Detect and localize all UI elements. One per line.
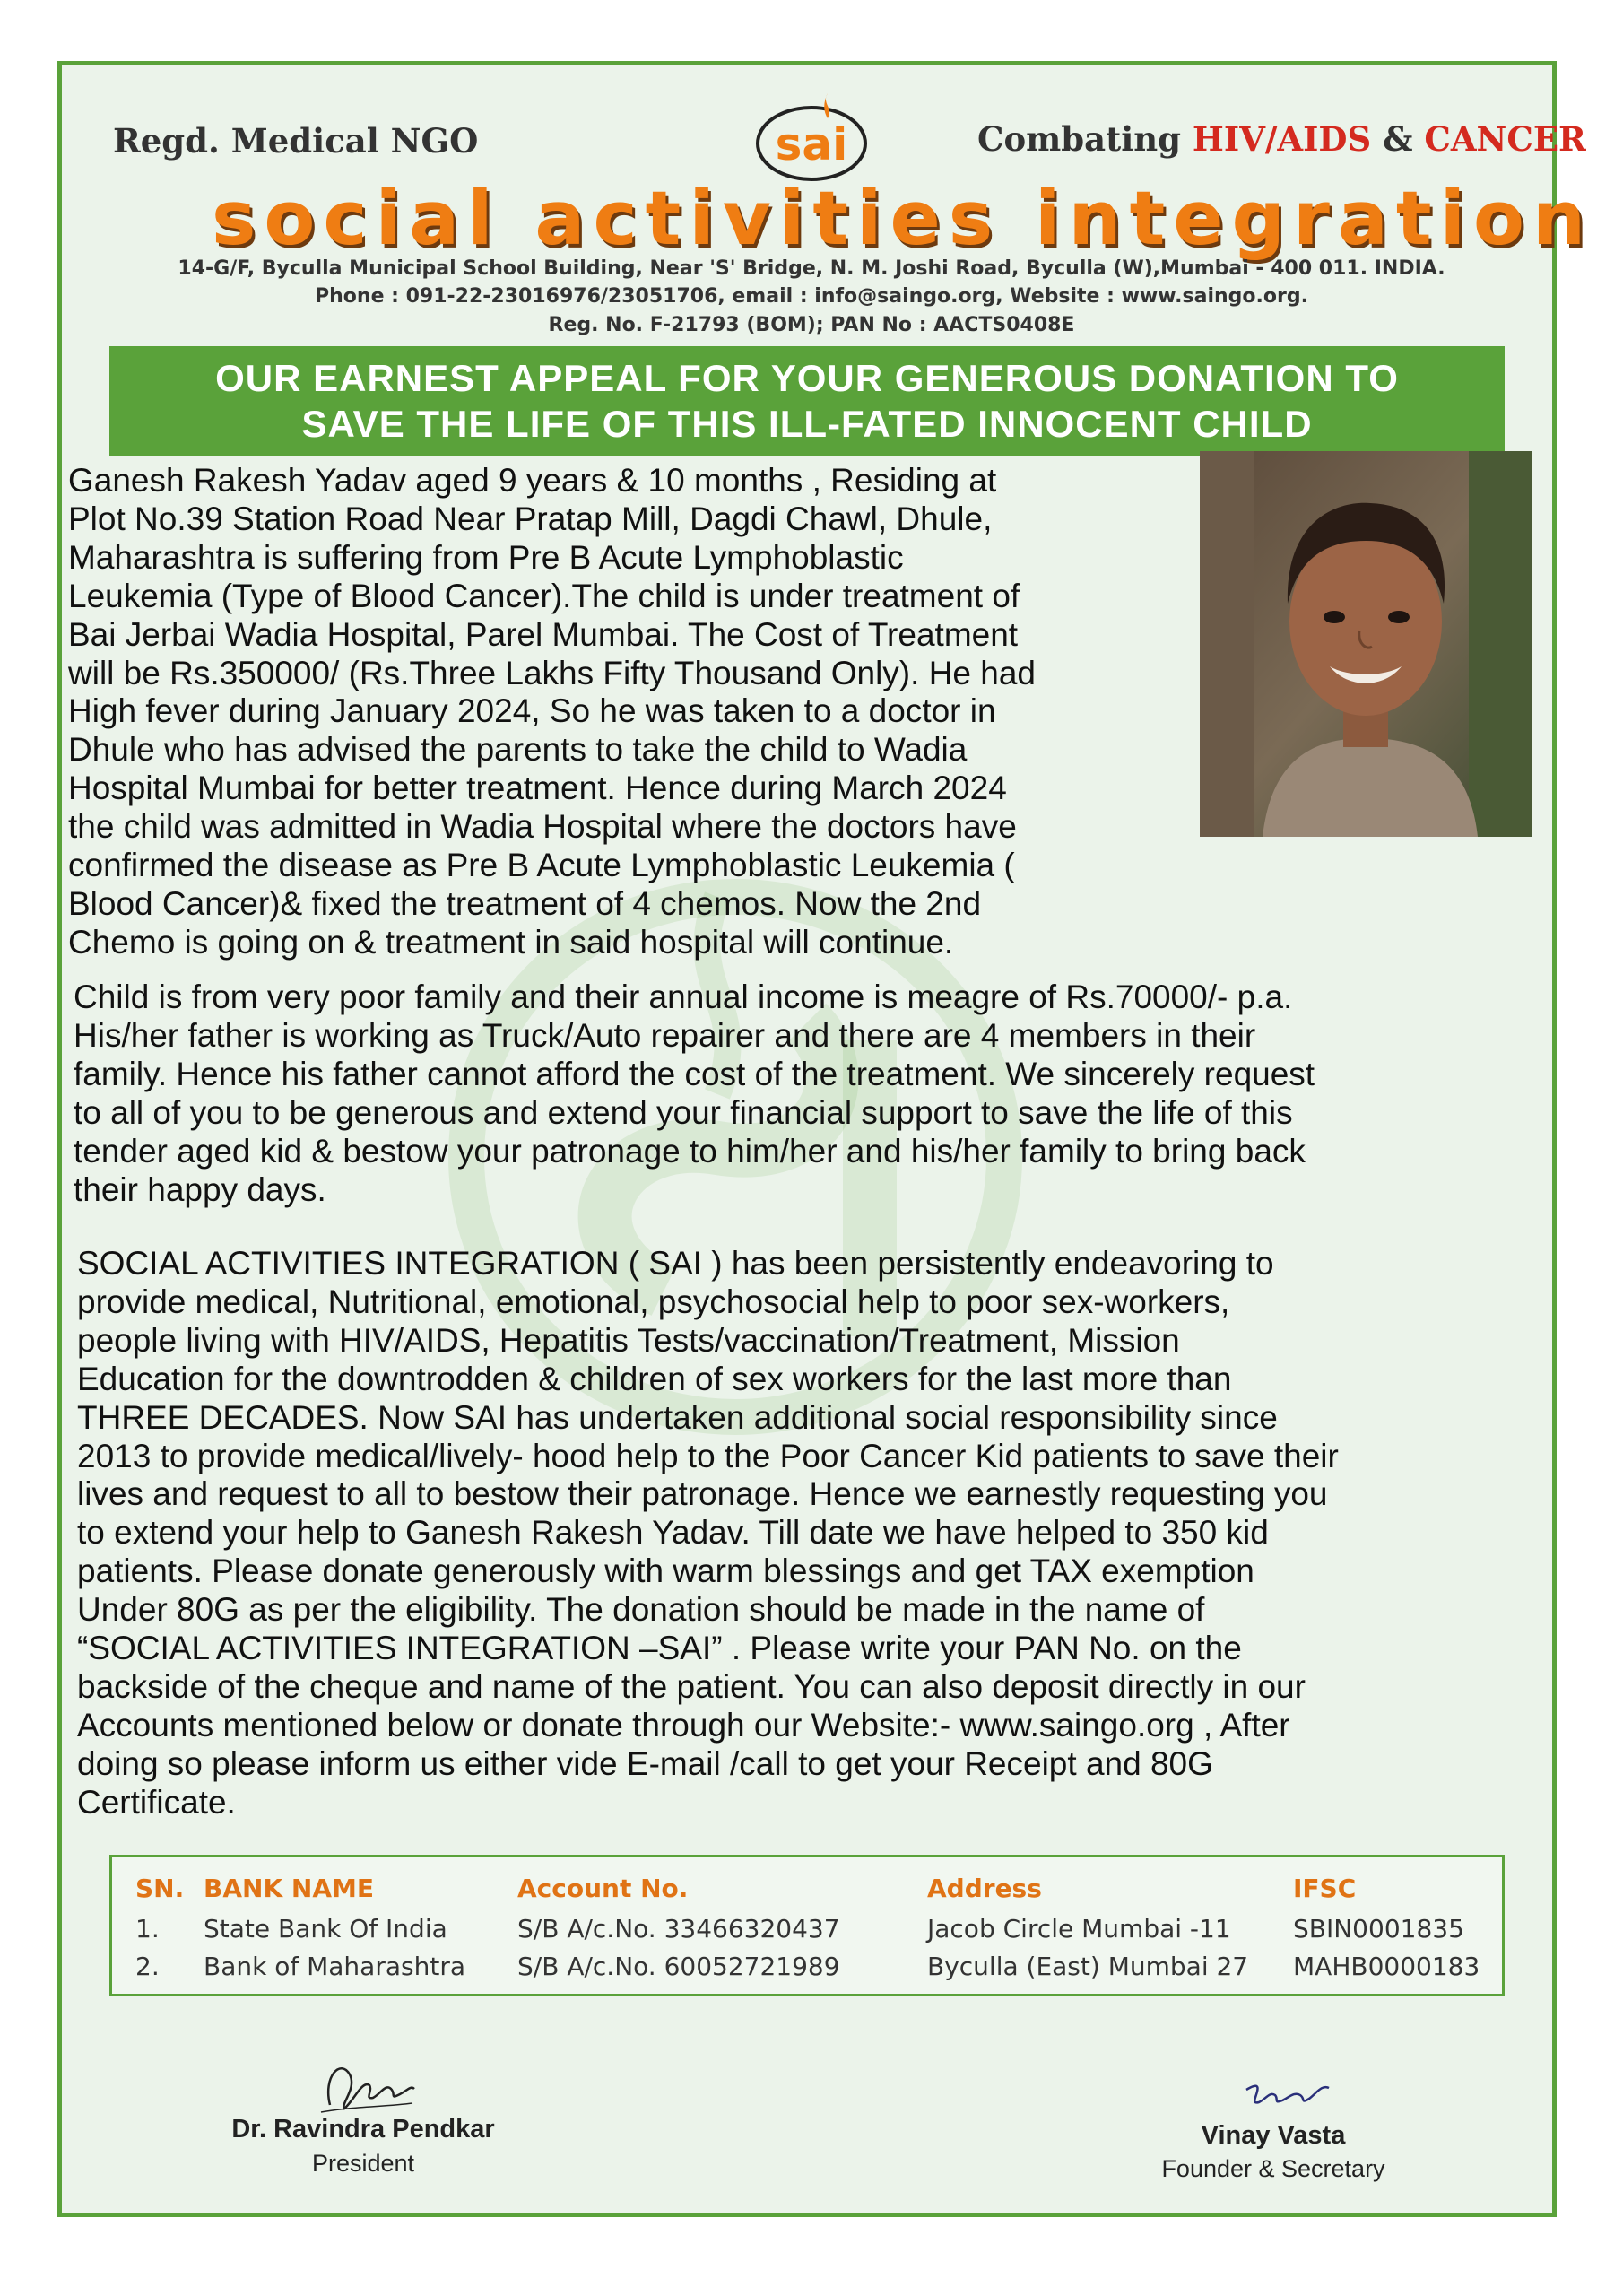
bank-address: Jacob Circle Mumbai -11 <box>927 1913 1231 1944</box>
bank-name: Bank of Maharashtra <box>204 1951 465 1981</box>
text-line: provide medical, Nutritional, emotional, psychosocial help to poor sex-workers, <box>77 1283 1230 1320</box>
text-line: doing so please inform us either vide E-mail /call to get your Receipt and 80G <box>77 1744 1213 1782</box>
ngo-registration-label: Regd. Medical NGO <box>113 121 479 161</box>
paragraph-organization-appeal <box>77 1245 1339 1822</box>
text-line: Blood Cancer)& fixed the treatment of 4 chemos. Now the 2nd <box>68 884 982 922</box>
text-line: tender aged kid & bestow your patronage to him/her and his/her family to bring back <box>74 1132 1306 1170</box>
text-line: the child was admitted in Wadia Hospital where the doctors have <box>68 808 1017 846</box>
hiv-aids-label: HIV/AIDS <box>1192 119 1372 159</box>
combating-label <box>977 119 1586 159</box>
president-signature <box>314 2049 421 2121</box>
text-line: to all of you to be generous and extend your financial support to save the life of this <box>74 1093 1293 1131</box>
bank-account-no: S/B A/c.No. 33466320437 <box>517 1913 840 1944</box>
text-line: THREE DECADES. Now SAI has undertaken additional social responsibility since <box>77 1398 1278 1436</box>
organization-address: 14-G/F, Byculla Municipal School Building, Near 'S' Bridge, N. M. Joshi Road, Byculla (W),Mumbai - 400 011. INDIA. <box>178 257 1445 280</box>
text-line: Plot No.39 Station Road Near Pratap Mill, Dagdi Chawl, Dhule, <box>68 500 993 537</box>
organization-registration: Reg. No. F-21793 (BOM); PAN No : AACTS0408E <box>548 314 1075 336</box>
cancer-label: CANCER <box>1424 119 1586 159</box>
header-ifsc: IFSC <box>1293 1873 1357 1903</box>
text-line: their happy days. <box>74 1170 326 1208</box>
header-bank-name: BANK NAME <box>204 1873 374 1903</box>
amp-label: & <box>1371 119 1425 159</box>
bank-sn: 2. <box>135 1951 160 1981</box>
text-line: will be Rs.350000/ (Rs.Three Lakhs Fifty Thousand Only). He had <box>68 654 1036 691</box>
text-line: people living with HIV/AIDS, Hepatitis Tests/vaccination/Treatment, Mission <box>77 1321 1180 1359</box>
secretary-title: Founder & Secretary <box>1161 2155 1385 2182</box>
text-line: Education for the downtrodden & children of sex workers for the last more than <box>77 1360 1232 1397</box>
text-line: SOCIAL ACTIVITIES INTEGRATION ( SAI ) has been persistently endeavoring to <box>77 1245 1274 1282</box>
text-line: Dhule who has advised the parents to take the child to Wadia <box>68 731 968 769</box>
sai-logo <box>753 88 870 187</box>
text-line: High fever during January 2024, So he was taken to a doctor in <box>68 692 996 730</box>
appeal-banner-line2: SAVE THE LIFE OF THIS ILL-FATED INNOCENT CHILD <box>301 403 1313 445</box>
text-line: backside of the cheque and name of the patient. You can also deposit directly in our <box>77 1667 1306 1705</box>
text-line: Hospital Mumbai for better treatment. Hence during March 2024 <box>68 770 1007 807</box>
text-line: Maharashtra is suffering from Pre B Acute Lymphoblastic <box>68 538 904 576</box>
text-line: “SOCIAL ACTIVITIES INTEGRATION –SAI” . Please write your PAN No. on the <box>77 1630 1242 1667</box>
organization-name: social activities integration <box>212 175 1594 262</box>
header-sn: SN. <box>135 1873 185 1903</box>
secretary-signature <box>1237 2072 1336 2117</box>
text-line: Chemo is going on & treatment in said hospital will continue. <box>68 923 954 961</box>
bank-name: State Bank Of India <box>204 1913 447 1944</box>
bank-sn: 1. <box>135 1913 160 1944</box>
text-line: Ganesh Rakesh Yadav aged 9 years & 10 months , Residing at <box>68 462 997 499</box>
text-line: 2013 to provide medical/lively- hood help to the Poor Cancer Kid patients to save their <box>77 1437 1339 1474</box>
organization-contact: Phone : 091-22-23016976/23051706, email : info@saingo.org, Website : www.saingo.org. <box>315 285 1308 308</box>
appeal-banner-line1: OUR EARNEST APPEAL FOR YOUR GENEROUS DONATION TO <box>215 357 1399 399</box>
combating-prefix: Combating <box>977 119 1193 159</box>
text-line: patients. Please donate generously with warm blessings and get TAX exemption <box>77 1552 1254 1590</box>
text-line: His/her father is working as Truck/Auto repairer and there are 4 members in their <box>74 1016 1256 1054</box>
bank-details-table <box>135 1866 1480 1985</box>
bank-details-box <box>109 1855 1505 1996</box>
president-name: Dr. Ravindra Pendkar <box>231 2115 495 2144</box>
child-photo <box>1200 451 1532 837</box>
bank-account-no: S/B A/c.No. 60052721989 <box>517 1951 840 1981</box>
text-line: Child is from very poor family and their annual income is meagre of Rs.70000/- p.a. <box>74 978 1293 1015</box>
bank-ifsc: MAHB0000183 <box>1293 1951 1480 1981</box>
text-line: confirmed the disease as Pre B Acute Lymphoblastic Leukemia ( <box>68 847 1015 884</box>
bank-ifsc: SBIN0001835 <box>1293 1913 1464 1944</box>
text-line: Under 80G as per the eligibility. The donation should be made in the name of <box>77 1591 1205 1629</box>
text-line: to extend your help to Ganesh Rakesh Yadav. Till date we have helped to 350 kid <box>77 1514 1269 1552</box>
bank-table-header <box>135 1866 1480 1909</box>
text-line: Certificate. <box>77 1783 236 1821</box>
president-title: President <box>311 2150 415 2177</box>
text-line: family. Hence his father cannot afford the cost of the treatment. We sincerely request <box>74 1055 1315 1092</box>
table-row <box>135 1909 1480 1947</box>
text-line: Leukemia (Type of Blood Cancer).The child is under treatment of <box>68 577 1020 614</box>
header-address: Address <box>927 1873 1042 1903</box>
appeal-banner <box>109 346 1505 456</box>
header-account-no: Account No. <box>517 1873 689 1903</box>
secretary-name: Vinay Vasta <box>1201 2121 1346 2150</box>
text-line: Bai Jerbai Wadia Hospital, Parel Mumbai. The Cost of Treatment <box>68 615 1019 653</box>
table-row <box>135 1947 1480 1985</box>
bank-address: Byculla (East) Mumbai 27 <box>927 1951 1249 1981</box>
text-line: Accounts mentioned below or donate through our Website:- www.saingo.org , After <box>77 1706 1290 1744</box>
paragraph-patient-details <box>68 462 1036 962</box>
paragraph-family-situation <box>74 978 1315 1209</box>
text-line: lives and request to all to bestow their patronage. Hence we earnestly requesting you <box>77 1475 1328 1513</box>
logo-text: sai <box>775 118 848 170</box>
